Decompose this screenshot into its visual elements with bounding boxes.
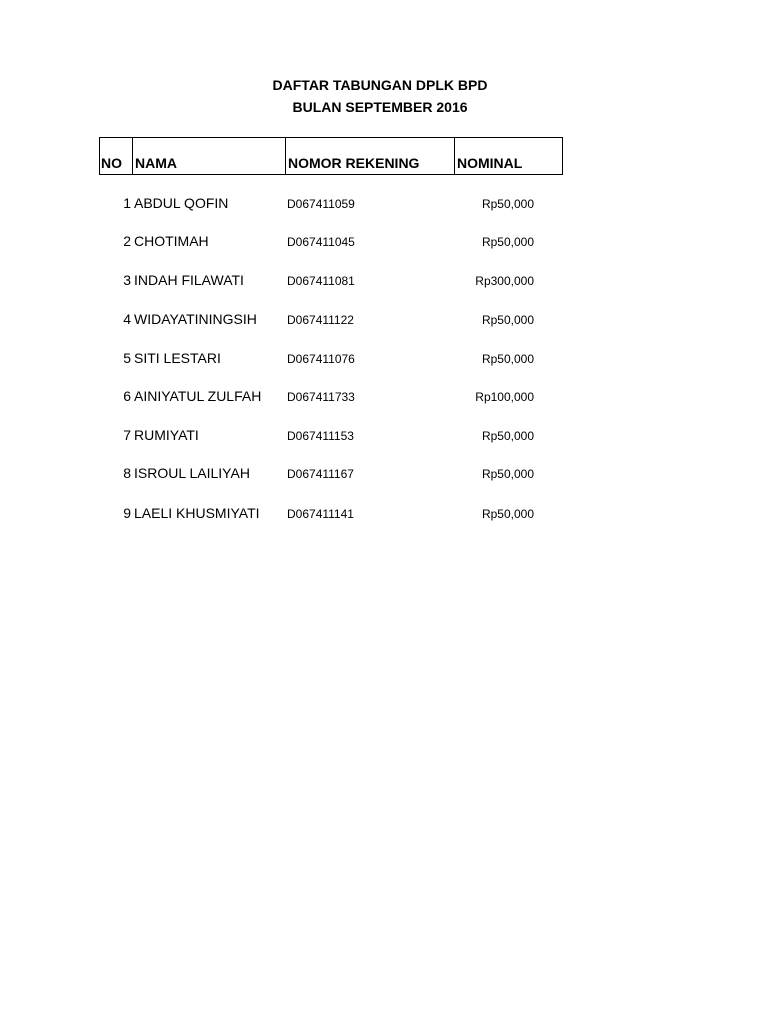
row-nominal: Rp50,000 bbox=[481, 352, 534, 366]
row-nomor-rekening: D067411122 bbox=[287, 313, 354, 327]
row-nomor-rekening: D067411059 bbox=[287, 197, 355, 211]
row-no: 6 bbox=[123, 388, 131, 404]
row-no: 5 bbox=[123, 350, 131, 366]
row-no: 4 bbox=[123, 311, 131, 327]
row-no: 3 bbox=[123, 272, 131, 288]
header-nomor-rekening: NOMOR REKENING bbox=[285, 138, 456, 174]
row-nama: INDAH FILAWATI bbox=[134, 272, 244, 288]
table-row bbox=[0, 388, 768, 408]
row-nominal: Rp50,000 bbox=[481, 507, 534, 521]
row-nomor-rekening: D067411076 bbox=[287, 352, 355, 366]
row-nama: LAELI KHUSMIYATI bbox=[134, 505, 260, 521]
row-nominal: Rp50,000 bbox=[481, 313, 534, 327]
table-row bbox=[0, 272, 768, 292]
row-nama: WIDAYATININGSIH bbox=[134, 311, 257, 327]
row-nomor-rekening: D067411153 bbox=[287, 429, 354, 443]
row-nomor-rekening: D067411045 bbox=[287, 235, 355, 249]
table-row bbox=[0, 311, 768, 331]
row-nomor-rekening: D067411733 bbox=[287, 390, 355, 404]
header-nominal: NOMINAL bbox=[454, 138, 565, 174]
row-nama: AINIYATUL ZULFAH bbox=[134, 388, 262, 404]
table-row bbox=[0, 195, 768, 215]
row-nama: CHOTIMAH bbox=[134, 233, 209, 249]
row-no: 7 bbox=[123, 427, 131, 443]
row-nominal: Rp50,000 bbox=[481, 429, 534, 443]
row-nomor-rekening: D067411167 bbox=[287, 467, 354, 481]
row-no: 8 bbox=[123, 465, 131, 481]
header-no: NO bbox=[101, 155, 122, 171]
row-nama: ABDUL QOFIN bbox=[134, 195, 229, 211]
row-nama: SITI LESTARI bbox=[134, 350, 221, 366]
table-row bbox=[0, 505, 768, 525]
document-subtitle: BULAN SEPTEMBER 2016 bbox=[292, 99, 468, 115]
row-nominal: Rp50,000 bbox=[481, 467, 534, 481]
table-row bbox=[0, 233, 768, 253]
row-no: 9 bbox=[123, 505, 131, 521]
row-nomor-rekening: D067411081 bbox=[287, 274, 355, 288]
row-no: 2 bbox=[123, 233, 131, 249]
row-nama: ISROUL LAILIYAH bbox=[134, 465, 250, 481]
row-no: 1 bbox=[123, 195, 131, 211]
table-row bbox=[0, 427, 768, 447]
header-nama: NAMA bbox=[132, 138, 288, 174]
row-nomor-rekening: D067411141 bbox=[287, 507, 354, 521]
table-header bbox=[99, 137, 563, 175]
row-nominal: Rp50,000 bbox=[481, 235, 534, 249]
table-row bbox=[0, 350, 768, 370]
document-title: DAFTAR TABUNGAN DPLK BPD bbox=[272, 77, 488, 93]
row-nama: RUMIYATI bbox=[134, 427, 199, 443]
row-nominal: Rp300,000 bbox=[475, 274, 534, 288]
row-nominal: Rp100,000 bbox=[475, 390, 534, 404]
table-row bbox=[0, 465, 768, 485]
row-nominal: Rp50,000 bbox=[481, 197, 534, 211]
